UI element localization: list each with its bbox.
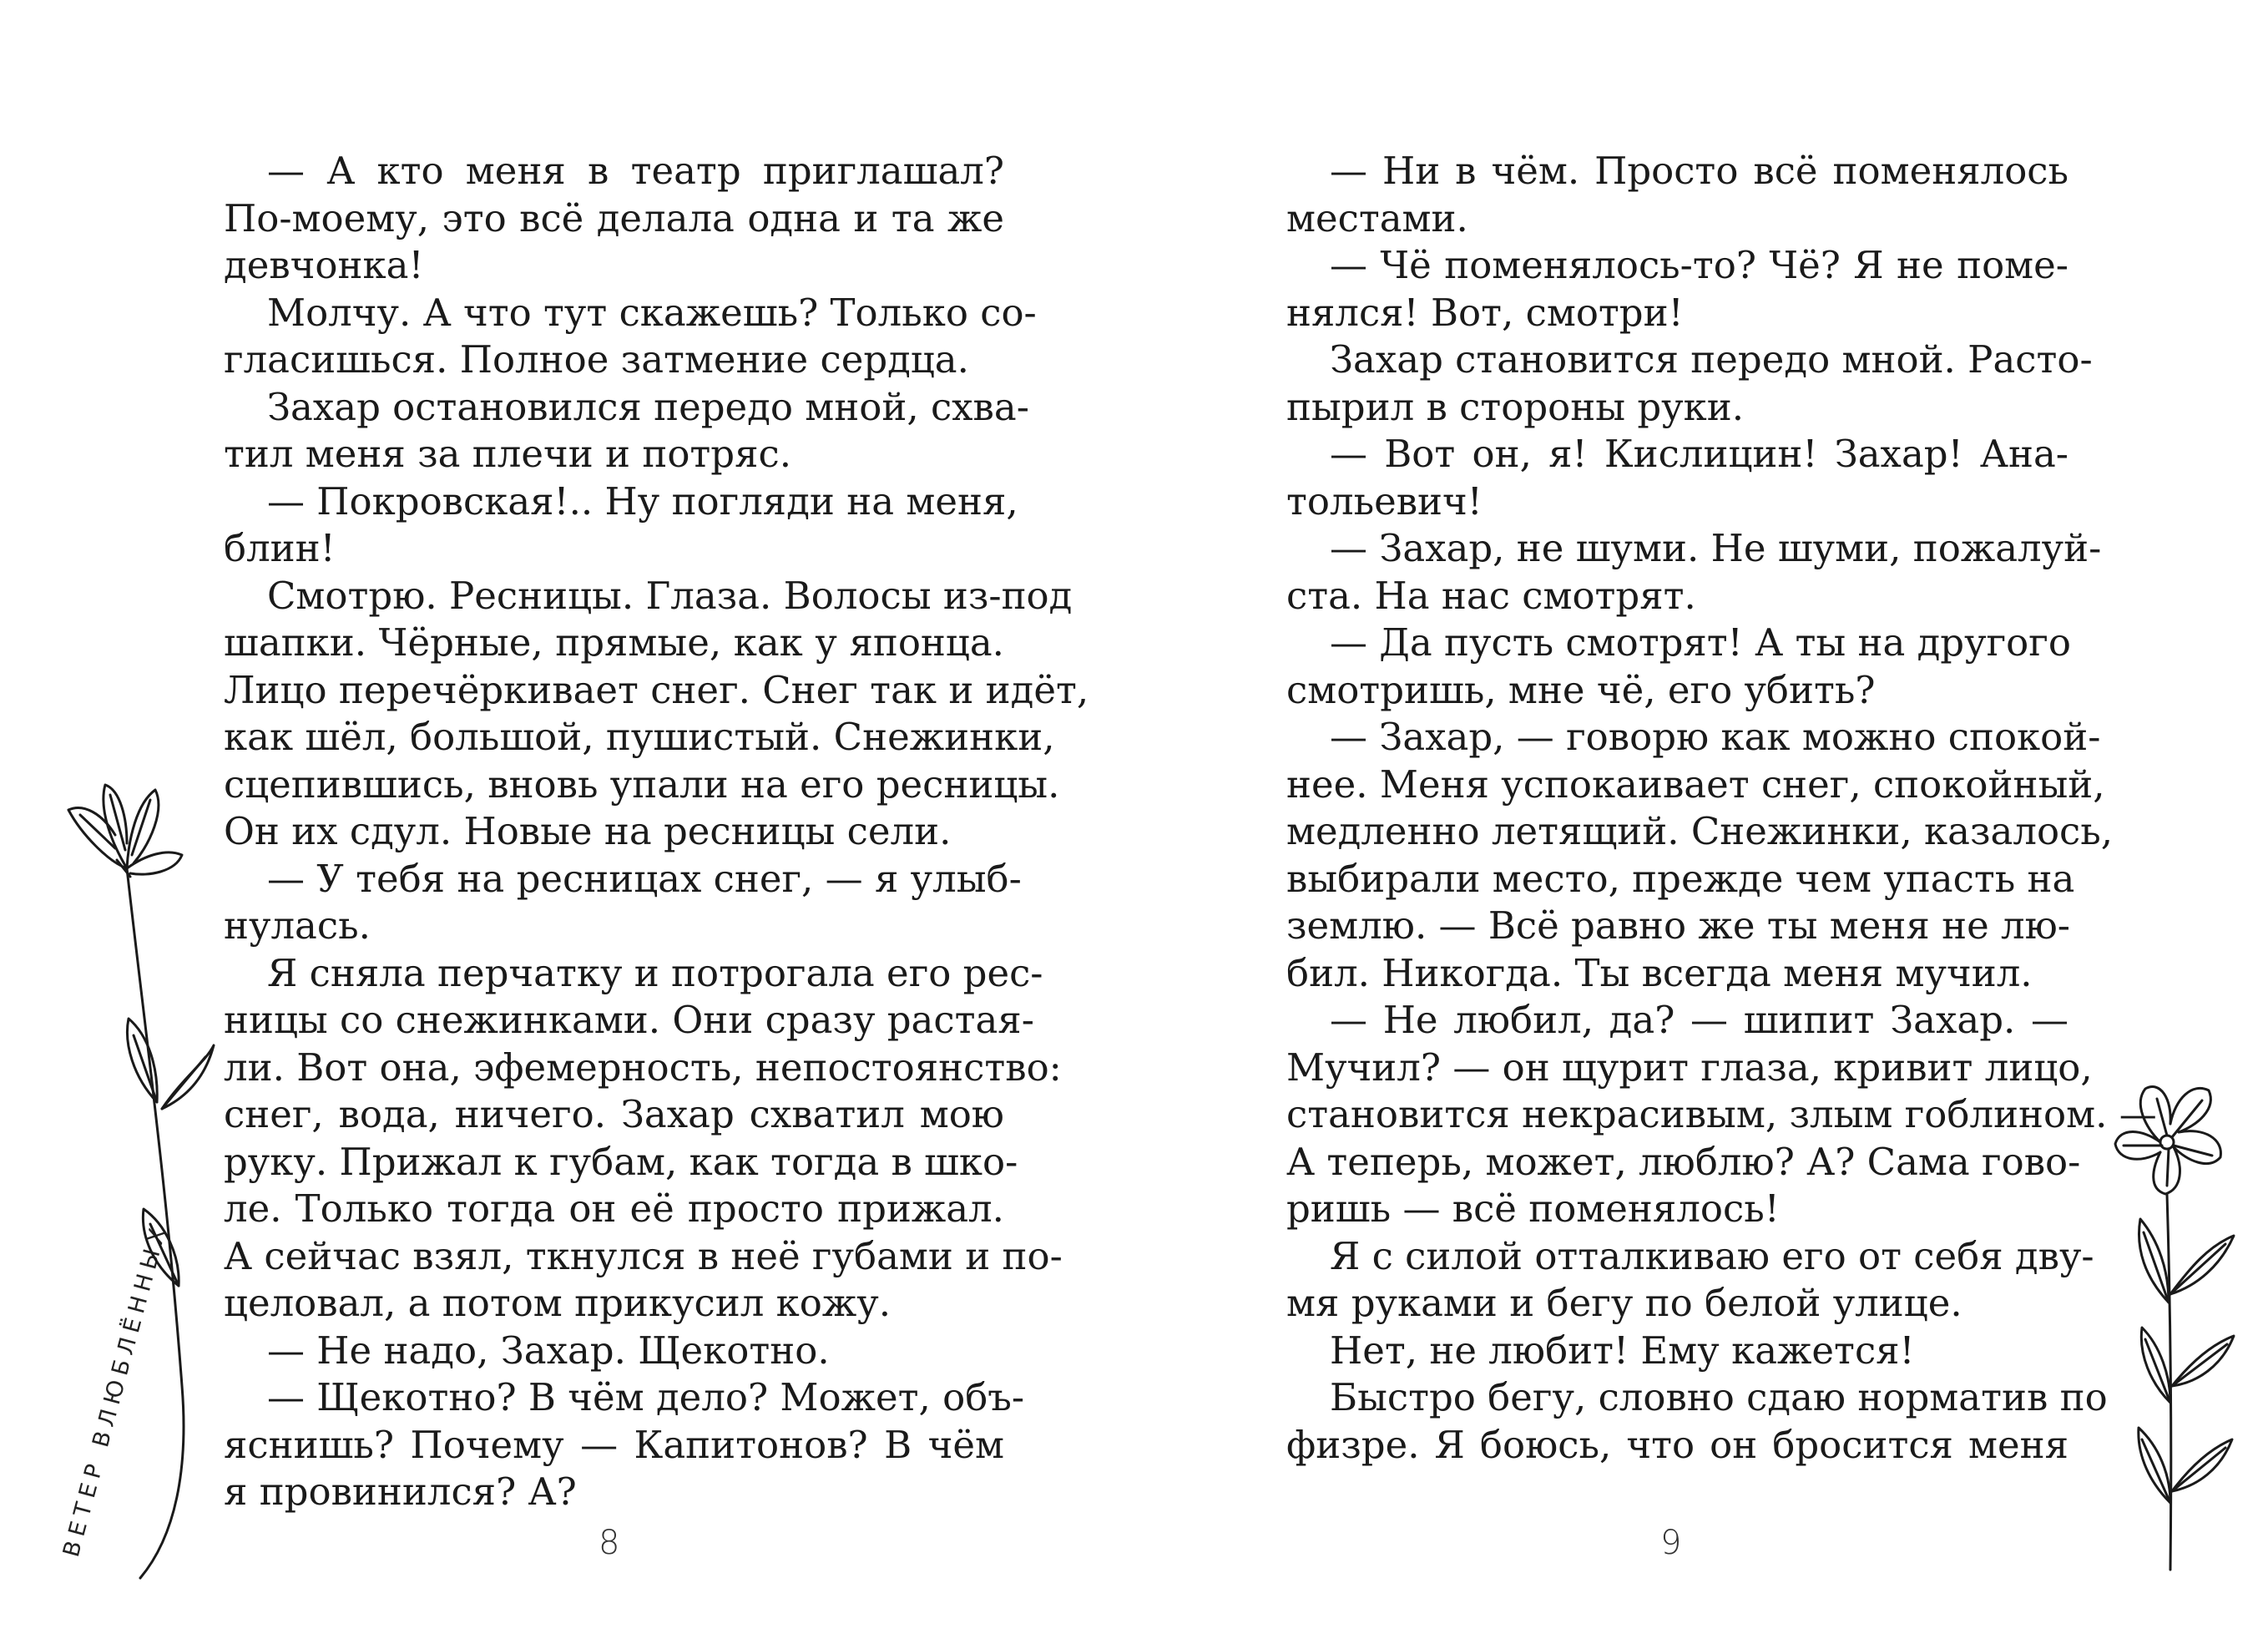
text-line: нее. Меня успокаивает снег, спокойный, — [1286, 761, 2105, 807]
text-line: яснишь? Почему — Капитонов? В чём — [224, 1422, 1004, 1467]
text-line: ницы со снежинками. Они сразу растая- — [224, 998, 1034, 1042]
text-line: тольевич! — [1286, 478, 1483, 524]
text-line: Быстро бегу, словно сдаю норматив по — [1330, 1375, 2108, 1419]
text-line: сцепившись, вновь упали на его ресницы. — [224, 761, 1060, 807]
text-line: Я сняла перчатку и потрогала его рес- — [267, 950, 1043, 995]
text-line: — У тебя на ресницах снег, — я улыб- — [267, 856, 1022, 901]
text-line: землю. — Всё равно же ты меня не лю- — [1286, 903, 2070, 948]
text-line: — Не надо, Захар. Щекотно. — [267, 1328, 830, 1373]
text-line: Я с силой отталкиваю его от себя дву- — [1330, 1233, 2094, 1278]
text-line: ришь — всё поменялось! — [1286, 1186, 1780, 1231]
text-line: — Захар, не шуми. Не шуми, пожалуй- — [1330, 526, 2102, 570]
text-line: снег, вода, ничего. Захар схватил мою — [224, 1092, 1004, 1136]
left-page-text — [224, 148, 1089, 1516]
text-line: мя руками и бегу по белой улице. — [1286, 1281, 1962, 1325]
text-line: А теперь, может, люблю? А? Сама гово- — [1286, 1139, 2081, 1184]
flower-stem-left-icon — [50, 751, 217, 1586]
text-line: гласишься. Полное затмение сердца. — [224, 337, 969, 382]
text-line: По-моему, это всё делала одна и та же — [224, 195, 1004, 240]
running-head: ВЕТЕР ВЛЮБЛЁННЫХ — [58, 1220, 173, 1561]
text-line: А сейчас взял, ткнулся в неё губами и по- — [224, 1233, 1063, 1278]
text-line: пырил в стороны руки. — [1286, 384, 1745, 429]
text-line: — Щекотно? В чём дело? Может, объ- — [267, 1375, 1025, 1419]
text-line: ле. Только тогда он её просто прижал. — [224, 1186, 1004, 1231]
text-line: ста. На нас смотрят. — [1286, 573, 1696, 618]
text-line: целовал, а потом прикусил кожу. — [224, 1281, 891, 1325]
text-line: нялся! Вот, смотри! — [1286, 290, 1684, 335]
text-line: — А кто меня в театр приглашал? — [267, 149, 1004, 193]
text-line: Мучил? — он щурит глаза, кривит лицо, — [1286, 1045, 2093, 1090]
text-line: — Вот он, я! Кислицин! Захар! Ана- — [1330, 432, 2068, 476]
page-number: 9 — [1660, 1524, 1682, 1562]
text-line: — Чё поменялось-то? Чё? Я не поме- — [1330, 243, 2068, 287]
text-line: тил меня за плечи и потряс. — [224, 432, 792, 476]
text-line: — Захар, — говорю как можно спокой- — [1330, 715, 2101, 759]
text-line: Захар становится передо мной. Расто- — [1330, 337, 2093, 382]
text-line: физре. Я боюсь, что он бросится меня — [1286, 1422, 2068, 1467]
page-number: 8 — [599, 1524, 620, 1562]
text-line: девчонка! — [224, 243, 424, 287]
text-line: выбирали место, прежде чем упасть на — [1286, 856, 2075, 901]
text-line: — Покровская!.. Ну погляди на меня, — [267, 478, 1018, 524]
text-line: Лицо перечёркивает снег. Снег так и идёт, — [224, 667, 1089, 712]
text-line: бил. Никогда. Ты всегда меня мучил. — [1286, 950, 2033, 995]
text-line: шапки. Чёрные, прямые, как у японца. — [224, 620, 1004, 665]
text-line: медленно летящий. Снежинки, казалось, — [1286, 809, 2114, 853]
text-line: Смотрю. Ресницы. Глаза. Волосы из-под — [267, 573, 1073, 618]
text-line: ли. Вот она, эфемерность, непостоянство: — [224, 1045, 1062, 1090]
text-line: — Да пусть смотрят! А ты на другого — [1330, 620, 2071, 665]
right-page-text — [1286, 148, 2157, 1469]
text-line: смотришь, мне чё, его убить? — [1286, 667, 1876, 712]
text-line: — Не любил, да? — шипит Захар. — — [1330, 998, 2068, 1042]
text-line: блин! — [224, 526, 336, 570]
text-line: я провинился? А? — [224, 1469, 577, 1514]
text-line: нулась. — [224, 903, 371, 948]
text-line: местами. — [1286, 195, 1468, 240]
text-line: Захар остановился передо мной, схва- — [267, 384, 1029, 429]
text-line: руку. Прижал к губам, как тогда в шко- — [224, 1139, 1018, 1184]
flower-stem-right-icon — [2087, 1052, 2254, 1586]
text-line: — Ни в чём. Просто всё поменялось — [1330, 149, 2068, 193]
text-line: Молчу. А что тут скажешь? Только со- — [267, 290, 1037, 335]
text-line: Он их сдул. Новые на ресницы сели. — [224, 809, 952, 853]
text-line: становится некрасивым, злым гоблином. — — [1286, 1092, 2157, 1136]
text-line: Нет, не любит! Ему кажется! — [1330, 1328, 1915, 1373]
text-line: как шёл, большой, пушистый. Снежинки, — [224, 715, 1055, 759]
